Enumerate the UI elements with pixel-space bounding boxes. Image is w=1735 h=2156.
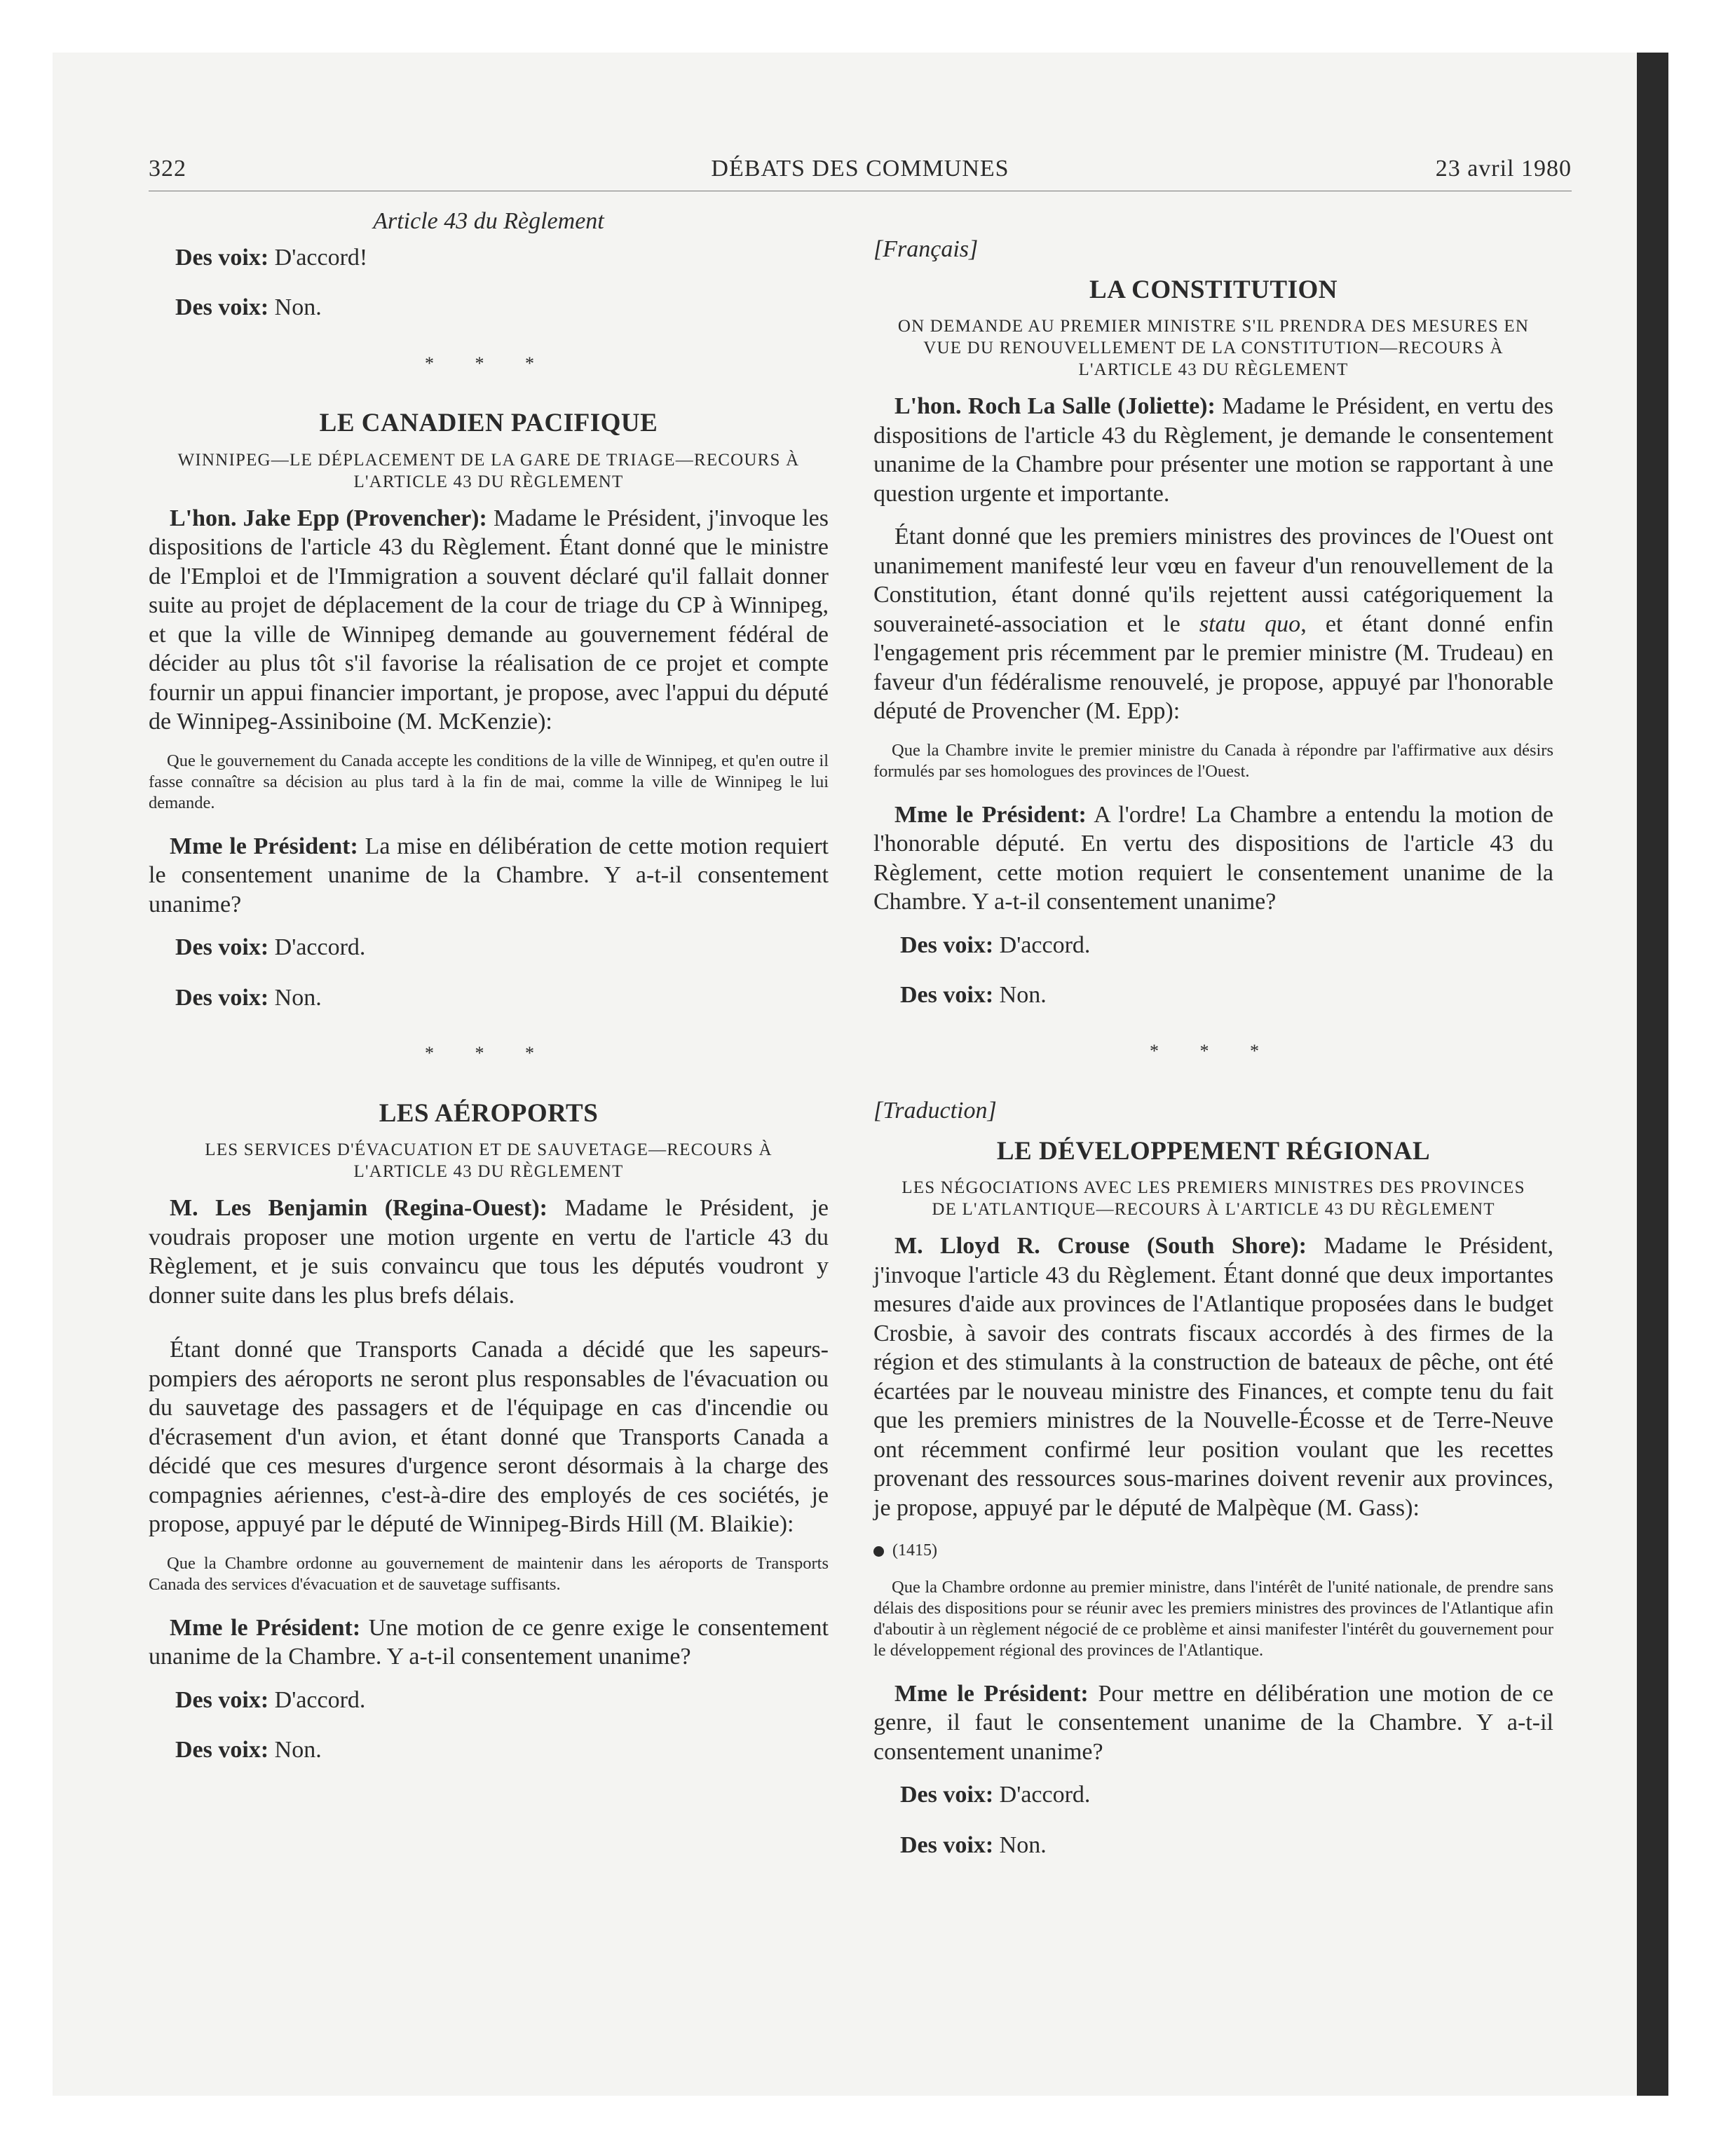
motion-text: Que la Chambre ordonne au gouvernement de maintenir dans les aéroports de Transports Canada des services d'évacuation et de sauvetage suffisants. — [149, 1553, 829, 1594]
speech-paragraph: Étant donné que les premiers ministres des provinces de l'Ouest ont unanimement manifesté leur vœu en faveur d'un renouvellement de la Constitution, étant donné qu'ils rejettent aussi catégoriquement la souveraineté-association et le statu quo, et étant donné enfin l'engagement pris récemment par le premier ministre (M. Trudeau) en faveur d'un fédéralisme renouvelé, je propose, appuyé par l'honorable député de Provencher (M. Epp): — [873, 524, 1554, 724]
section-subheading: ON DEMANDE AU PREMIER MINISTRE S'IL PRENDRA DES MESURES EN VUE DU RENOUVELLEMENT DE LA CONSTITUTION—RECOURS À L'ARTICLE 43 DU RÈGLEMENT — [897, 317, 1530, 379]
language-marker: [Français] — [873, 236, 979, 262]
article-reference: Article 43 du Règlement — [373, 208, 604, 234]
motion-text: Que le gouvernement du Canada accepte les conditions de la ville de Winnipeg, et qu'en outre il fasse connaître sa décision au plus tard à la fin de mai, comme la ville de Winnipeg le lui demande. — [149, 751, 829, 812]
section-heading: LA CONSTITUTION — [1089, 275, 1338, 304]
speech-paragraph: Étant donné que Transports Canada a décidé que les sapeurs-pompiers des aéroports ne seront plus responsables de l'évacuation ou du sauvetage des passagers et de l'équipage en cas d'incendie ou d'écrasement d'un avion, et étant donné que Transports Canada a décidé que ces mesures d'urgence seront désormais à la charge des compagnies aériennes, c'est-à-dire des employés de ces sociétés, je propose, appuyé par le député de Winnipeg-Birds Hill (M. Blaikie): — [149, 1337, 829, 1537]
vote-line: Des voix: Non. — [900, 1831, 1047, 1858]
speaker-name: M. Lloyd R. Crouse (South Shore): — [894, 1233, 1307, 1259]
speech-paragraph: Mme le Président: Pour mettre en délibération une motion de ce genre, il faut le consentement unanime de la Chambre. Y a-t-il consentement unanime? — [873, 1680, 1553, 1765]
speech-paragraph: M. Les Benjamin (Regina-Ouest): Madame le Président, je voudrais proposer une motion urgente en vertu de l'article 43 du Règlement, et je suis convaincu que tous les députés voudront y donner suite dans les plus brefs délais. — [149, 1195, 829, 1309]
page-number: 322 — [149, 156, 186, 182]
vote-line: Des voix: D'accord! — [175, 244, 368, 271]
section-separator: * * * — [425, 1043, 552, 1063]
vote-line: Des voix: D'accord. — [175, 1686, 366, 1713]
scan-edge-bar — [1637, 53, 1668, 2096]
speech-paragraph: Mme le Président: La mise en délibération de cette motion requiert le consentement unanime de la Chambre. Y a-t-il consentement unanime? — [149, 833, 829, 917]
speaker-name: Mme le Président: — [170, 833, 358, 859]
speech-paragraph: L'hon. Roch La Salle (Joliette): Madame le Président, en vertu des dispositions de l'article 43 du Règlement, je demande le consentement unanime de la Chambre pour présenter une motion se rapportant à une question urgente et importante. — [873, 393, 1553, 507]
section-subheading: LES NÉGOCIATIONS AVEC LES PREMIERS MINISTRES DES PROVINCES DE L'ATLANTIQUE—RECOURS À L'ARTICLE 43 DU RÈGLEMENT — [901, 1178, 1525, 1219]
right-column — [873, 235, 1553, 1881]
vote-line: Des voix: Non. — [175, 984, 322, 1011]
section-heading: LES AÉROPORTS — [379, 1098, 599, 1128]
vote-line: Des voix: D'accord. — [900, 932, 1091, 958]
vote-line: Des voix: D'accord. — [175, 934, 366, 960]
bullet-dot-icon — [873, 1546, 884, 1557]
section-separator: * * * — [425, 353, 552, 374]
page-header — [149, 156, 1572, 191]
speaker-name: M. Les Benjamin (Regina-Ouest): — [170, 1195, 548, 1221]
speaker-name: Mme le Président: — [894, 1680, 1089, 1707]
section-separator: * * * — [1150, 1040, 1277, 1061]
motion-text: Que la Chambre invite le premier ministre du Canada à répondre par l'affirmative aux désirs formulés par ses homologues des provinces de l'Ouest. — [873, 740, 1553, 781]
speaker-name: Mme le Président: — [170, 1614, 361, 1641]
publication-date: 23 avril 1980 — [1435, 156, 1572, 182]
speech-paragraph: Mme le Président: A l'ordre! La Chambre a entendu la motion de l'honorable député. En vertu des dispositions de l'article 43 du Règlement, cette motion requiert le consentement unanime de la Chambre. Y a-t-il consentement unanime? — [873, 801, 1553, 915]
vote-line: Des voix: Non. — [900, 982, 1047, 1008]
speech-paragraph: M. Lloyd R. Crouse (South Shore): Madame le Président, j'invoque l'article 43 du Règlement. Étant donné que deux importantes mesures d'aide aux provinces de l'Atlantique proposées dans le budget Crosbie, à savoir des contrats fiscaux accordés à des firmes de la région et des stimulants à la construction de bateaux de pêche, ont été écartées par le nouveau ministre des Finances, et compte tenu du fait que les premiers ministres de la Nouvelle-Écosse et de Terre-Neuve ont récemment confirmé leur position voulant que les recettes provenant des ressources sous-marines doivent revenir aux provinces, je propose, appuyé par le député de Malpèque (M. Gass): — [873, 1233, 1553, 1521]
motion-text: Que la Chambre ordonne au premier ministre, dans l'intérêt de l'unité nationale, de prendre sans délais des dispositions pour se réunir avec les premiers ministres des provinces de l'Atlantique afin d'aboutir à un règlement négocié de ce problème et ainsi manifester l'intérêt du gouvernement pour le développement régional des provinces de l'Atlantique. — [873, 1577, 1553, 1660]
section-heading: LE DÉVELOPPEMENT RÉGIONAL — [996, 1136, 1431, 1166]
speaker-name: Mme le Président: — [894, 801, 1087, 828]
vote-line: Des voix: D'accord. — [900, 1782, 1091, 1808]
left-column — [149, 207, 829, 1786]
vote-line: Des voix: Non. — [175, 294, 322, 320]
publication-title: DÉBATS DES COMMUNES — [711, 156, 1009, 182]
language-marker: [Traduction] — [873, 1098, 997, 1124]
section-subheading: WINNIPEG—LE DÉPLACEMENT DE LA GARE DE TRIAGE—RECOURS À L'ARTICLE 43 DU RÈGLEMENT — [177, 450, 800, 491]
section-subheading: LES SERVICES D'ÉVACUATION ET DE SAUVETAGE—RECOURS À L'ARTICLE 43 DU RÈGLEMENT — [205, 1140, 773, 1181]
vote-line: Des voix: Non. — [175, 1737, 322, 1763]
speech-paragraph: L'hon. Jake Epp (Provencher): Madame le Président, j'invoque les dispositions de l'article 43 du Règlement. Étant donné que le ministre de l'Emploi et de l'Immigration a souvent déclaré qu'il fallait donner suite au projet de déplacement de la cour de triage du CP à Winnipeg, et que la ville de Winnipeg demande au gouvernement fédéral de décider au plus tôt s'il favorise la réalisation de ce projet et compte fournir un appui financier important, je propose, avec l'appui du député de Winnipeg-Assiniboine (M. McKenzie): — [149, 505, 829, 735]
section-heading: LE CANADIEN PACIFIQUE — [319, 409, 658, 437]
speech-paragraph: Mme le Président: Une motion de ce genre exige le consentement unanime de la Chambre. Y a-t-il consentement unanime? — [149, 1614, 829, 1670]
speaker-name: L'hon. Roch La Salle (Joliette): — [894, 393, 1216, 419]
timestamp: (1415) — [873, 1536, 1553, 1566]
speaker-name: L'hon. Jake Epp (Provencher): — [170, 505, 487, 531]
